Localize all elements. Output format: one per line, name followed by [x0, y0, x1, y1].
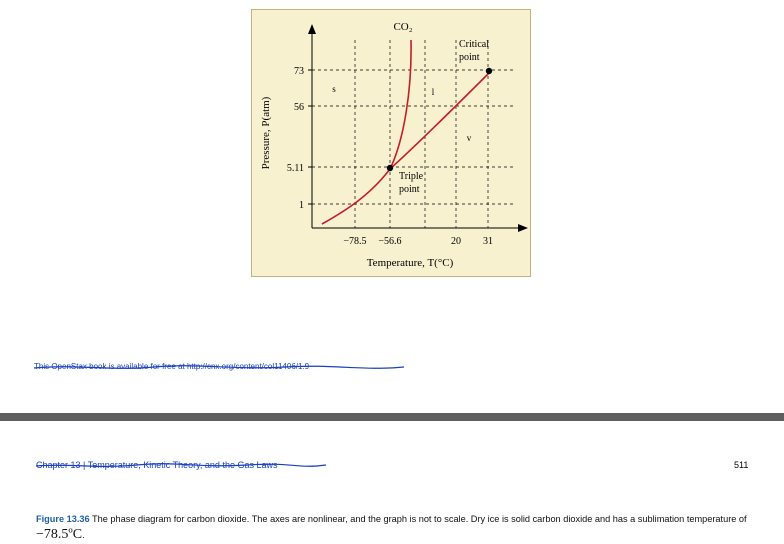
figure-label: Figure 13.36 — [36, 514, 90, 524]
solid-region-label: s — [332, 84, 336, 94]
y-tick-marks — [308, 70, 312, 204]
page-divider — [0, 413, 784, 421]
diagram-title: CO₂ — [393, 21, 413, 33]
triple-point-marker — [387, 165, 393, 171]
y-axis-label: Pressure, P(atm) — [260, 96, 272, 170]
vapor-region-label: v — [466, 133, 472, 143]
y-tick-label: 56 — [294, 102, 304, 113]
caption-math: −78.5ºC — [36, 527, 83, 542]
x-axis-arrow — [518, 224, 528, 232]
x-tick-label: 20 — [451, 236, 461, 247]
x-tick-label: −78.5 — [343, 236, 367, 247]
figure-caption — [36, 511, 756, 543]
caption-end: . — [82, 530, 85, 540]
phase-diagram-svg — [252, 10, 532, 278]
x-tick-label: 31 — [483, 236, 493, 247]
y-axis-arrow — [308, 24, 316, 34]
triple-point-label-line2: point — [399, 184, 420, 195]
triple-point-label-line1: Triple — [399, 171, 424, 182]
x-tick-label: −56.6 — [378, 236, 402, 247]
caption-text: The phase diagram for carbon dioxide. The axes are nonlinear, and the graph is not to scale. Dry ice is solid carbon dioxide and has a sublimation temperature of — [89, 514, 747, 524]
chapter-header — [36, 460, 277, 470]
critical-point-label-line1: Critical — [459, 39, 489, 50]
critical-point-label-line2: point — [459, 52, 480, 63]
scribble-strikethrough — [34, 362, 406, 374]
co2-phase-diagram — [251, 9, 531, 277]
sublimation-curve — [322, 169, 390, 224]
y-tick-label: 5.11 — [286, 163, 304, 174]
critical-point-marker — [486, 68, 492, 74]
y-tick-label: 1 — [299, 200, 304, 211]
chapter-header-text: Chapter 13 | Temperature, Kinetic Theory, and the Gas Laws — [36, 460, 278, 470]
page-number: 511 — [734, 460, 749, 470]
openstax-link[interactable] — [34, 362, 309, 371]
scribble-strikethrough — [36, 460, 328, 472]
melting-curve — [390, 40, 411, 169]
x-axis-label: Temperature, T(°C) — [366, 257, 454, 269]
liquid-region-label: l — [431, 87, 435, 97]
y-tick-label: 73 — [294, 66, 304, 77]
openstax-link-text[interactable]: This OpenStax book is available for free at http://cnx.org/content/col11406/1.9 — [34, 362, 310, 371]
